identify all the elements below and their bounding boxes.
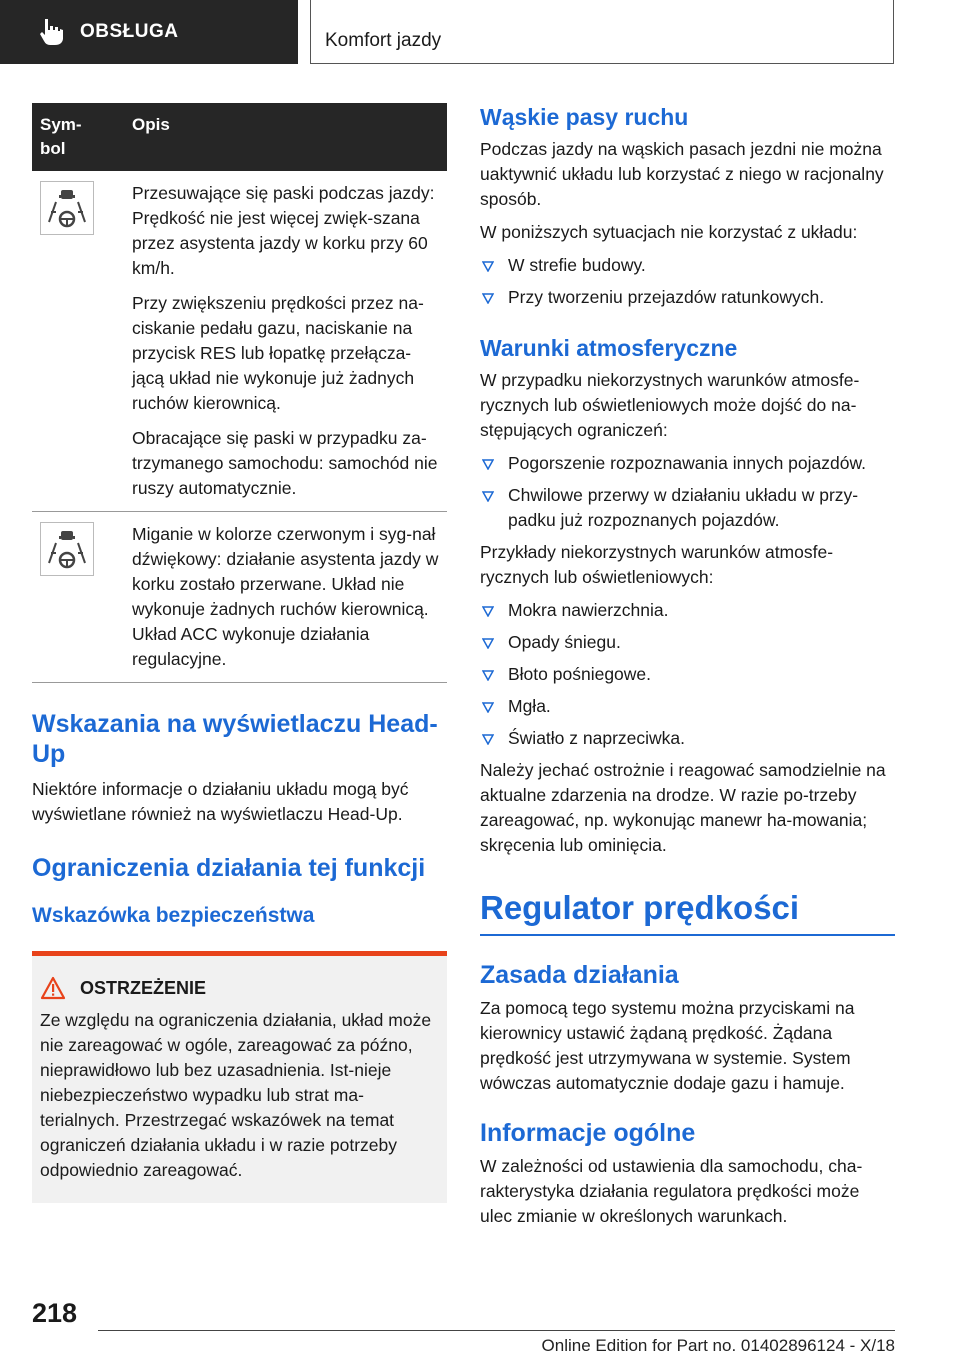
description-cell	[124, 512, 447, 683]
warning-text: Ze względu na ograniczenia działania, układ może nie zareagować w ogóle, zareagować za późno, nieprawidłowo lub bez uzasadnienia. Ist-nieje niebezpieczeństwo wypadku lub strat ma-terialnych. Przestrzegać wskazówek na temat ograniczeń działania układu i w razie potrzeby odpowiednio zareagować.	[40, 1010, 432, 1180]
lane-assist-icon	[40, 181, 94, 235]
triangle-bullet-icon	[482, 701, 494, 713]
symbol-cell	[32, 512, 124, 683]
list-item: Mokra nawierzchnia.	[480, 598, 895, 623]
symbol-table	[32, 103, 447, 683]
list-item: Światło z naprzeciwka.	[480, 726, 895, 751]
safety-heading: Wskazówka bezpieczeństwa	[32, 904, 315, 927]
edition-text: Online Edition for Part no. 01402896124 - X/18	[541, 1336, 895, 1355]
description-text: Przesuwające się paski podczas jazdy: Prędkość nie jest więcej zwięk-szana przez asystenta jazdy w korku przy 60 km/h.	[132, 183, 435, 278]
list-item: W strefie budowy.	[480, 253, 895, 278]
list-item: Błoto pośniegowe.	[480, 662, 895, 687]
limits-heading: Ograniczenia działania tej funkcji	[32, 854, 426, 882]
weather-list-1	[480, 451, 895, 533]
section-label: OBSŁUGA	[80, 21, 179, 42]
general-heading: Informacje ogólne	[480, 1119, 696, 1147]
col-symbol-header: Sym- bol	[32, 103, 124, 171]
triangle-bullet-icon	[482, 733, 494, 745]
list-item: Pogorszenie rozpoznawania innych pojazdów.	[480, 451, 895, 476]
right-column	[480, 103, 895, 1229]
warning-box	[32, 951, 447, 1203]
description-text: Miganie w kolorze czerwonym i syg-nał dźwiękowy: działanie asystenta jazdy w korku zostało przerwane. Układ nie wykonuje żadnych ruchów kierownicą. Układ ACC wykonuje działania regulacyjne.	[132, 524, 439, 669]
triangle-bullet-icon	[482, 458, 494, 470]
triangle-bullet-icon	[482, 669, 494, 681]
principle-heading: Zasada działania	[480, 961, 679, 989]
hud-text: Niektóre informacje o działaniu układu mogą być wyświetlane również na wyświetlaczu Head-Up.	[32, 779, 409, 824]
principle-text: Za pomocą tego systemu można przyciskami na kierownicy ustawić żądaną prędkość. Żądana prędkość jest utrzymywana w systemie. System wówczas automatycznie dodaje gazu i hamuje.	[480, 998, 855, 1093]
description-text: Przy zwiększeniu prędkości przez na-ciskanie pedału gazu, naciskanie na przycisk RES lub łopatkę przełącza-jącą układ nie wykonuje już żadnych ruchów kierownicą.	[132, 293, 424, 413]
table-row	[32, 171, 447, 512]
triangle-bullet-icon	[482, 490, 494, 502]
description-text: Obracające się paski w przypadku za-trzymanego samochodu: samochód nie ruszy automatycznie.	[132, 428, 438, 498]
hand-pointer-icon	[38, 17, 64, 47]
list-item: Przy tworzeniu przejazdów ratunkowych.	[480, 285, 895, 310]
warning-triangle-icon	[40, 976, 66, 1000]
cruise-heading: Regulator prędkości	[480, 888, 895, 936]
triangle-bullet-icon	[482, 260, 494, 272]
lane-assist-icon	[40, 522, 94, 576]
footer-divider	[98, 1330, 895, 1331]
warning-label: OSTRZEŻENIE	[80, 977, 207, 998]
page-header	[0, 0, 960, 66]
description-cell	[124, 171, 447, 512]
table-header-row	[32, 103, 447, 171]
triangle-bullet-icon	[482, 292, 494, 304]
narrow-lanes-heading: Wąskie pasy ruchu	[480, 104, 689, 130]
page-number: 218	[32, 1298, 78, 1328]
triangle-bullet-icon	[482, 637, 494, 649]
list-item: Chwilowe przerwy w działaniu układu w przy-padku już rozpoznanych pojazdów.	[480, 483, 895, 533]
general-text: W zależności od ustawienia dla samochodu, cha-rakterystyka działania regulatora prędkości może ulec zmianie w określonych warunkach.	[480, 1156, 863, 1226]
chapter-box	[310, 0, 894, 64]
col-desc-header: Opis	[124, 103, 447, 171]
symbol-cell	[32, 171, 124, 512]
hud-heading: Wskazania na wyświetlaczu Head-Up	[32, 710, 438, 768]
narrow-lanes-list	[480, 253, 895, 310]
weather-text: Przykłady niekorzystnych warunków atmosfe-rycznych lub oświetleniowych:	[480, 542, 834, 587]
table-row	[32, 512, 447, 683]
list-item: Mgła.	[480, 694, 895, 719]
left-column	[32, 103, 447, 1203]
warning-title	[40, 976, 439, 1000]
weather-text: W przypadku niekorzystnych warunków atmosfe-rycznych lub oświetleniowych może dojść do na-stępujących ograniczeń:	[480, 370, 860, 440]
weather-heading: Warunki atmosferyczne	[480, 335, 738, 361]
chapter-label: Komfort jazdy	[325, 30, 442, 51]
weather-list-2	[480, 598, 895, 751]
weather-text: Należy jechać ostrożnie i reagować samodzielnie na aktualne zdarzenia na drodze. W razie po-trzeby zareagować, np. wykonując manewr ha-mowania; skręcenia lub ominięcia.	[480, 760, 886, 855]
triangle-bullet-icon	[482, 605, 494, 617]
narrow-lanes-text: Podczas jazdy na wąskich pasach jezdni nie można uaktywnić układu lub korzystać z niego w racjonalny sposób.	[480, 139, 884, 209]
section-tab	[0, 0, 298, 64]
narrow-lanes-text: W poniższych sytuacjach nie korzystać z układu:	[480, 222, 858, 242]
list-item: Opady śniegu.	[480, 630, 895, 655]
